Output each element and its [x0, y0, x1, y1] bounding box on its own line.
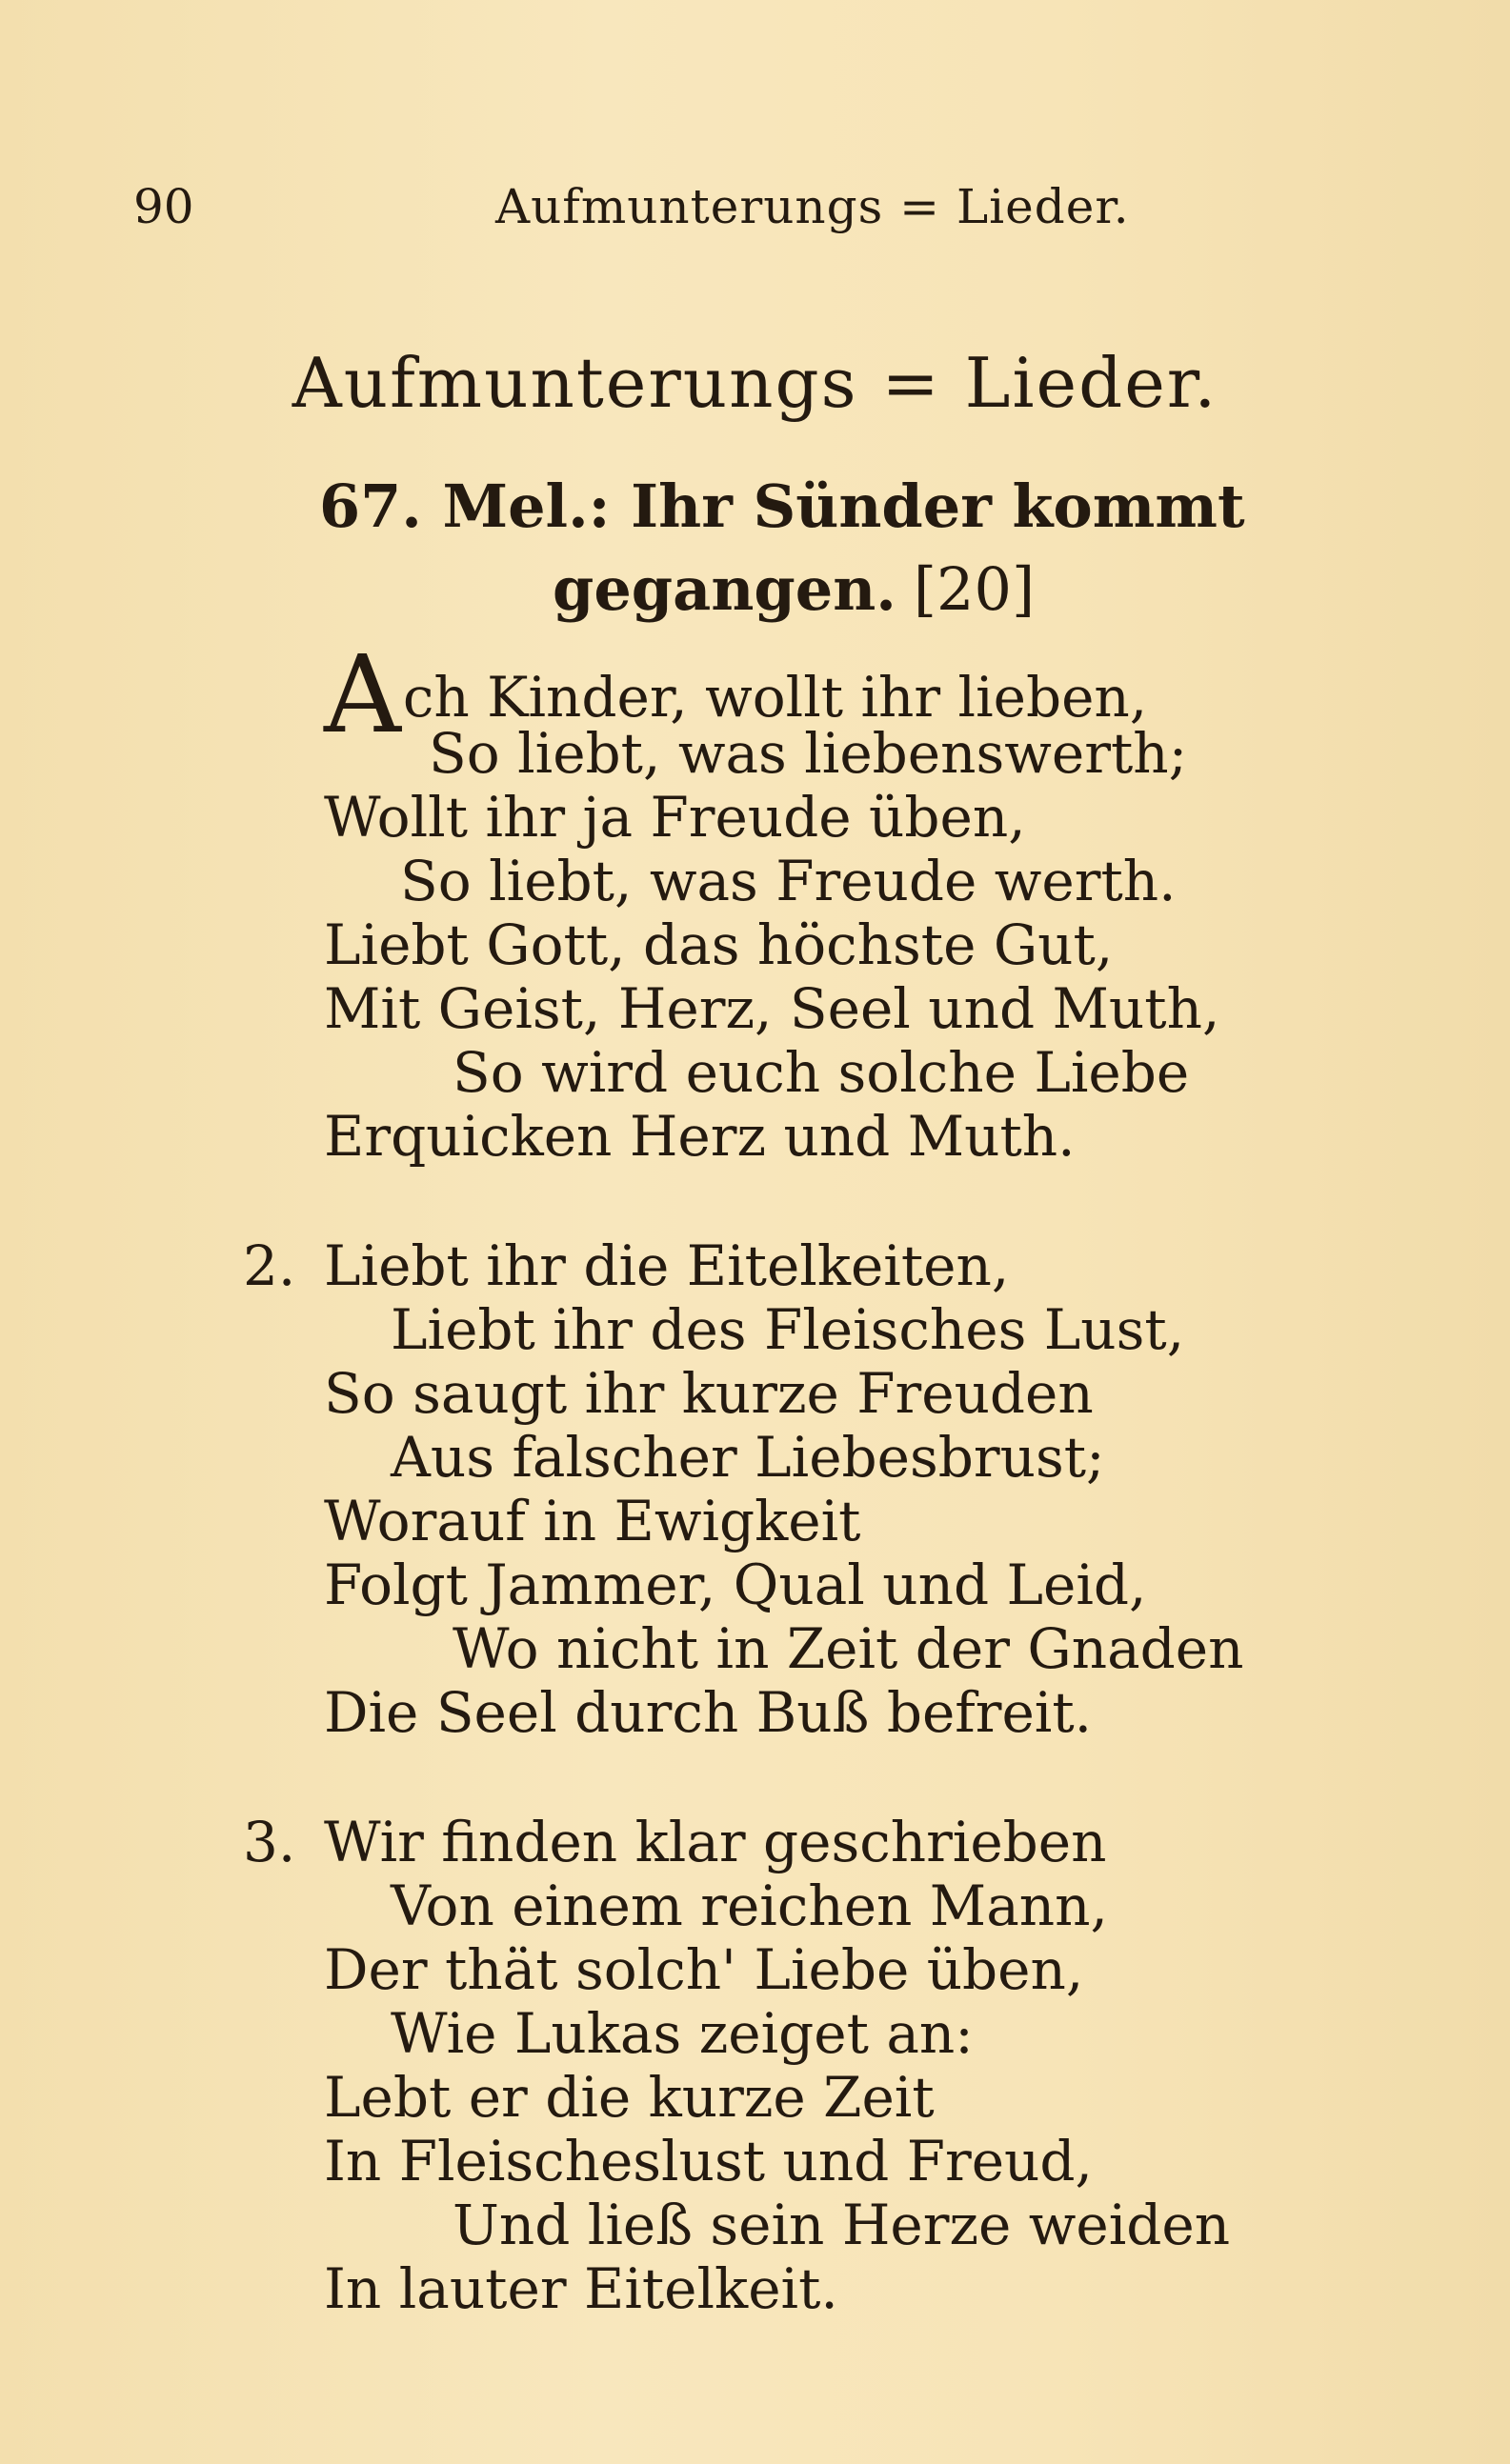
verse-line: So saugt ihr kurze Freuden [324, 1361, 1094, 1426]
verse-line: Wir finden klar geschrieben [324, 1810, 1107, 1874]
stanza-number: 2. [243, 1233, 296, 1298]
drop-cap: A [324, 633, 401, 757]
hymn-melody-cont: gegangen. [553, 554, 896, 624]
verse-line: Mit Geist, Herz, Seel und Muth, [324, 976, 1220, 1041]
verse-line: So liebt, was Freude werth. [400, 849, 1177, 913]
verse-line: Worauf in Ewigkeit [324, 1489, 861, 1553]
verse-line: Liebt ihr des Fleisches Lust, [391, 1297, 1185, 1362]
verse-line: Aus falscher Liebesbrust; [391, 1425, 1105, 1490]
verse-line: Wie Lukas zeiget an: [391, 2001, 974, 2066]
verse-line: Liebt Gott, das höchste Gut, [324, 912, 1114, 977]
verse-line: In lauter Eitelkeit. [324, 2256, 838, 2321]
verse-line: Der thät solch' Liebe üben, [324, 1937, 1084, 2002]
verse-line: Wo nicht in Zeit der Gnaden [453, 1616, 1244, 1681]
verse-line: Und ließ sein Herze weiden [453, 2193, 1231, 2257]
verse-line: So liebt, was liebenswerth; [429, 721, 1188, 786]
hymn-melody: Mel.: Ihr Sünder kommt [442, 471, 1245, 541]
running-head: Aufmunterungs = Lieder. [495, 179, 1130, 234]
verse-line: Folgt Jammer, Qual und Leid, [324, 1553, 1147, 1617]
verse-line: Wollt ihr ja Freude üben, [324, 785, 1026, 850]
verse-line: So wird euch solche Liebe [453, 1040, 1190, 1105]
verse-line: In Fleischeslust und Freud, [324, 2129, 1093, 2194]
hymn-heading [319, 471, 1272, 624]
hymn-number: 67. [319, 471, 422, 541]
section-title: Aufmunterungs = Lieder. [292, 343, 1218, 423]
verse-line: Erquicken Herz und Muth. [324, 1104, 1076, 1169]
verse-line: Ach Kinder, wollt ihr lieben, [324, 633, 1148, 757]
verse-line: Liebt ihr die Eitelkeiten, [324, 1233, 1010, 1298]
verse-line: Die Seel durch Buß befreit. [324, 1680, 1093, 1745]
stanza-number: 3. [243, 1810, 296, 1874]
verse-line: Lebt er die kurze Zeit [324, 2065, 935, 2130]
verse-line: Von einem reichen Mann, [391, 1873, 1108, 1938]
page-header [0, 179, 1510, 246]
hymn-reference: [20] [913, 554, 1036, 624]
page-number: 90 [133, 179, 194, 234]
